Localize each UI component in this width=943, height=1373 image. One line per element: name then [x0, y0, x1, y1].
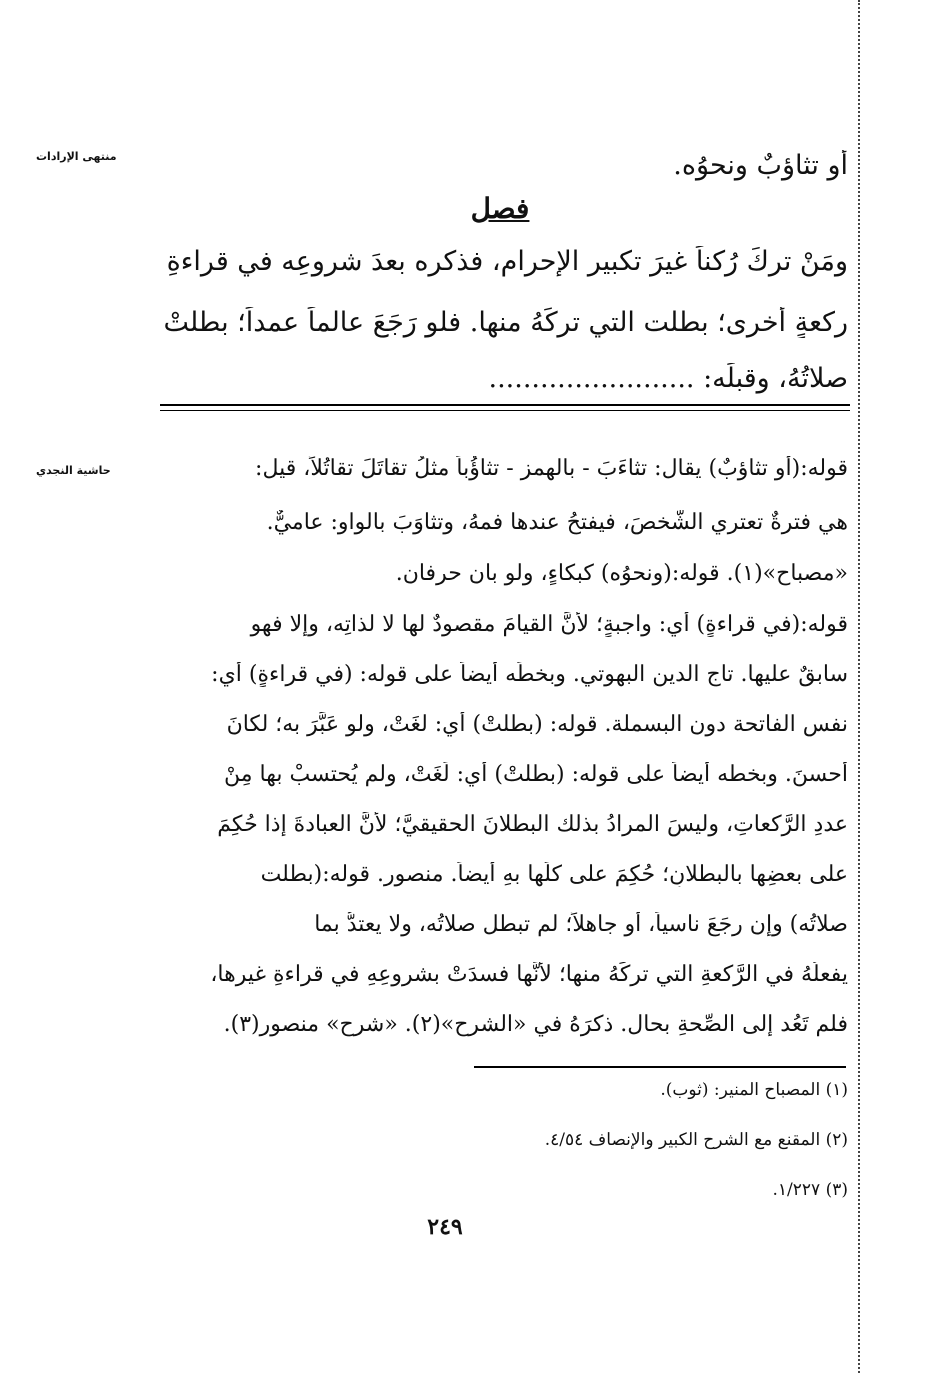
section-title: فصل: [470, 192, 530, 225]
note-line-1: قوله:(أو تثاؤبٌ) يقال: تثاءَبَ - بالهمز - تثاؤُباً مثلُ تقاتَلَ تقاتُلاً، قيل:: [255, 456, 848, 481]
footnote-3: (٣) ١/٢٢٧.: [772, 1180, 848, 1200]
note-line-11: يفعلُهُ في الرَّكعةِ التي تركَهُ منها؛ لأنَّها فسدَتْ بشروعِهِ في قراءةِ غيرِها،: [210, 962, 848, 987]
note-line-12: فلم تَعُد إلى الصِّحةِ بحال. ذكرَهُ في «الشرح»(٢). «شرح» منصور(٣).: [223, 1012, 848, 1037]
note-line-6: نفس الفاتحة دون البسملة. قوله: (بطلتْ) أي: لغَتْ، ولو عَبَّرَ به؛ لكانَ: [226, 712, 848, 737]
note-line-7: أحسنَ. وبخطه أيضاً على قوله: (بطلتْ) أي: لَغَتْ، ولم يُحتسبْ بها مِنْ: [224, 762, 848, 787]
page-number: ٢٤٩: [427, 1214, 463, 1240]
note-line-9: على بعضِها بالبطلانِ؛ حُكِمَ على كلِّها بهِ أيضاً. منصور. قوله:(بطلت: [260, 862, 848, 887]
main-line-4: صلاتُهُ، وقبلَه: ........................: [488, 363, 848, 394]
footnote-2: (٢) المقنع مع الشرح الكبير والإنصاف ٤/٥٤.: [544, 1130, 848, 1150]
main-line-2: ومَنْ تركَ رُكناً غيرَ تكبيرِ الإحرامِ، فذكره بعدَ شروعِه في قراءةِ: [166, 246, 848, 277]
note-line-8: عددِ الرَّكعاتِ، وليسَ المرادُ بذلك البطلانَ الحقيقيَّ؛ لأنَّ العبادةَ إذا حُكِمَ: [217, 812, 848, 837]
divider-rule: [160, 404, 850, 406]
main-line-1: أو تثاؤبٌ ونحوُه.: [673, 150, 848, 181]
divider-rule-thin: [160, 410, 850, 411]
side-label-book-title: منتهى الإرادات: [36, 150, 117, 163]
note-line-3: «مصباح»(١). قوله:(ونحوُه) كبكاءٍ، ولو بان حرفان.: [395, 561, 848, 586]
note-line-10: صلاتُه) وإن رجَعَ ناسياً، أو جاهلاً؛ لم تبطل صلاتُه، ولا يعتدُّ بما: [314, 912, 848, 937]
main-line-3: ركعةٍ أخرى؛ بطلت التي تركَهُ منها. فلو رَجَعَ عالماً عمداً؛ بطلتْ: [163, 307, 848, 338]
note-line-4: قوله:(في قراءةٍ) أي: واجبةٍ؛ لأنَّ القيامَ مقصودٌ لها لا لذاتِه، وإلا فهو: [250, 612, 848, 637]
footnote-1: (١) المصباح المنير: (ثوب).: [660, 1080, 848, 1100]
side-label-commentary-title: حاشية النجدي: [36, 464, 111, 477]
note-line-5: سابقٌ عليها. تاج الدين البهوتي. وبخطِّه أيضاً على قوله: (في قراءةٍ) أي:: [211, 662, 848, 687]
note-line-2: هي فترةٌ تعتري الشَّخصَ، فيفتحُ عندها فمهُ، وتثاوَبَ بالواو: عاميٌّ.: [266, 510, 848, 535]
footnote-rule: [474, 1066, 846, 1068]
page-edge-dots: [858, 0, 860, 1373]
